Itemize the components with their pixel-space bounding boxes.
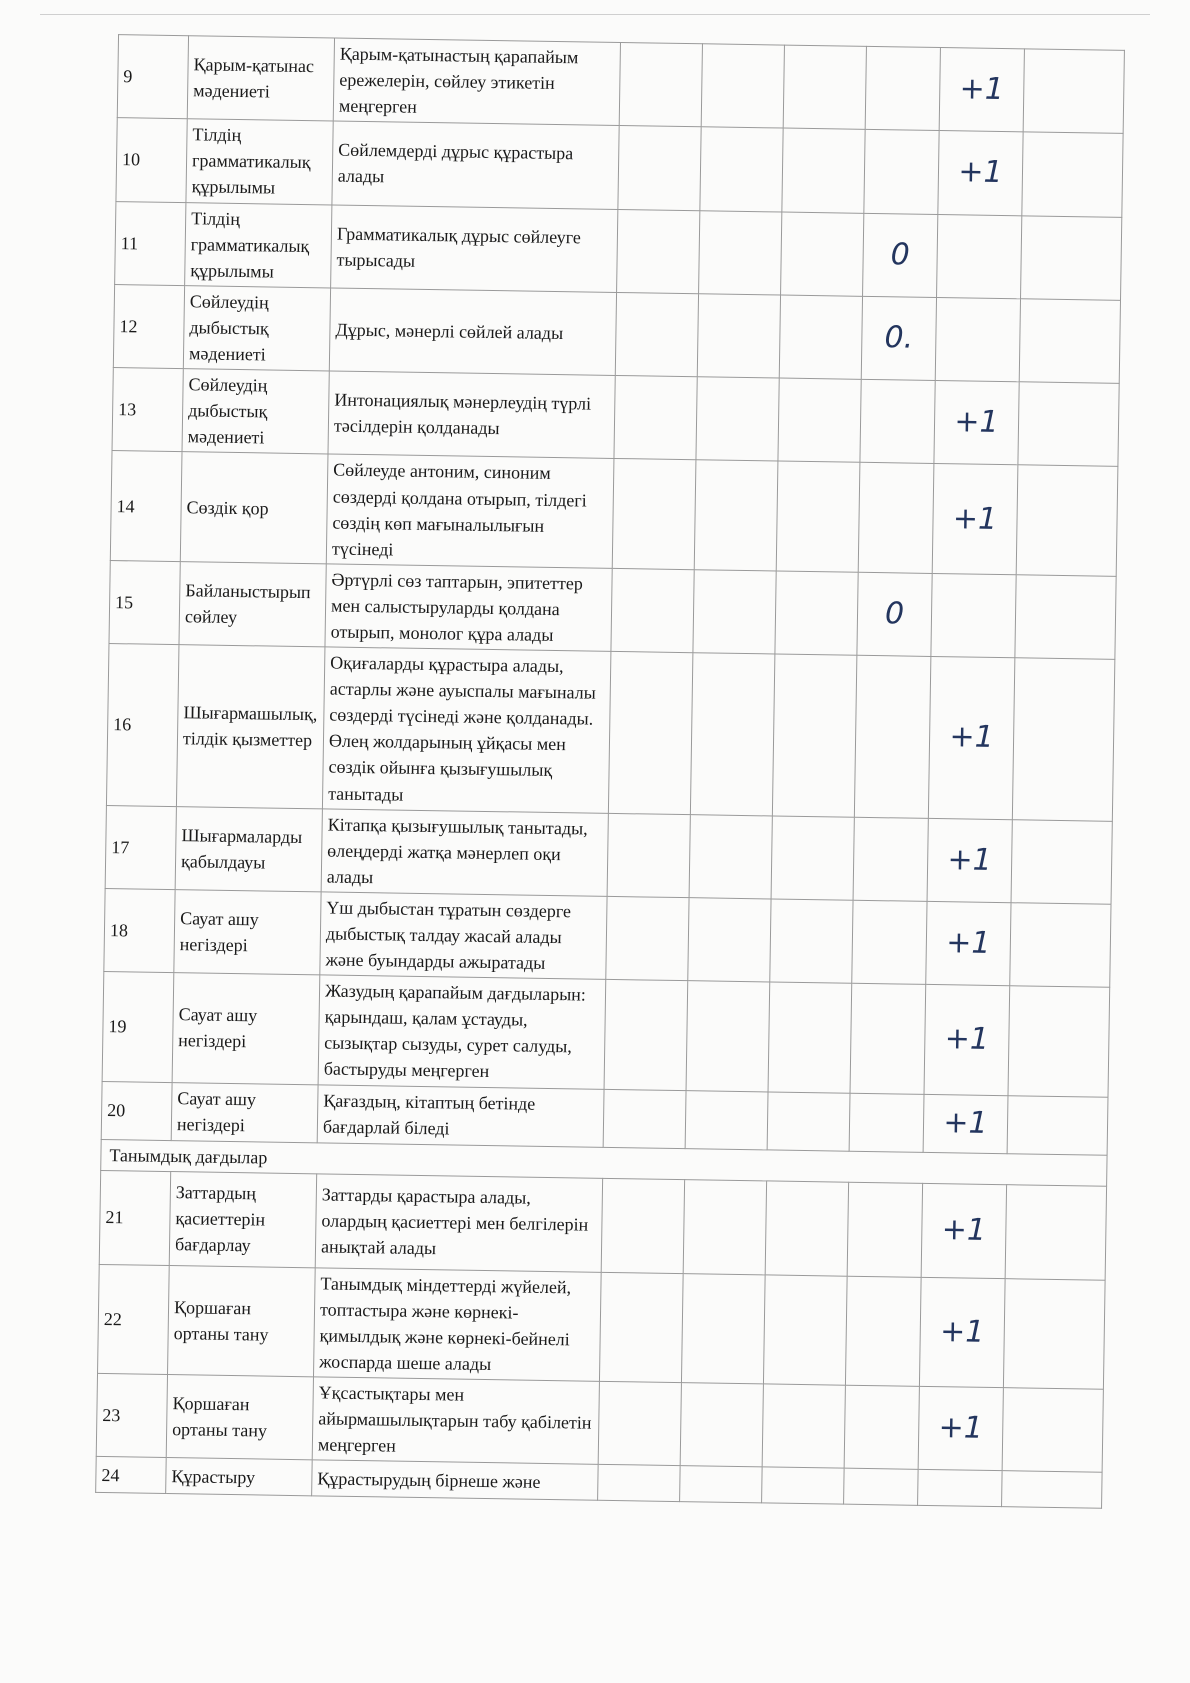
score-cell (1002, 1471, 1103, 1509)
table-row (112, 368, 1119, 467)
skill-area: Сөйлеудің дыбыстық мәдениеті (182, 369, 329, 455)
row-number: 16 (106, 644, 179, 807)
score-cell (598, 1465, 681, 1502)
skill-description: Грамматикалық дұрыс сөйлеуге тырысады (331, 205, 618, 293)
score-cell (778, 378, 861, 463)
skill-description: Сөйлемдерді дұрыс құрастыра алады (332, 121, 619, 209)
score-cell (689, 814, 772, 899)
score-cell (696, 377, 779, 462)
score-cell (849, 1093, 924, 1152)
skill-area: Құрастыру (166, 1458, 313, 1496)
score-cell (612, 459, 696, 570)
score-cell (852, 900, 927, 984)
score-cell (765, 1181, 848, 1276)
score-cell (614, 376, 697, 461)
row-number: 15 (109, 560, 180, 644)
skill-description: Сөйлеуде антоним, синоним сөздерді қолдана отырып, тілдегі сөздің көп мағыналылығын түсінеді (326, 454, 614, 568)
row-number: 17 (105, 805, 176, 889)
score-cell (1003, 1278, 1105, 1389)
score-cell (782, 128, 865, 213)
skill-description: Жазудың қарапайым дағдыларын: қарындаш, қалам ұстауды, сызықтар сызуды, сурет салуды, бастыруды меңгерген (318, 975, 606, 1089)
table-row (98, 1264, 1106, 1389)
row-number: 24 (96, 1457, 167, 1494)
score-cell (918, 1470, 1003, 1507)
row-number: 20 (101, 1081, 172, 1140)
skill-description: Дұрыс, мәнерлі сөйлей алады (329, 288, 616, 376)
score-cell (858, 463, 934, 574)
row-number: 14 (110, 451, 182, 561)
row-number: 11 (115, 201, 186, 285)
table-row (116, 118, 1123, 217)
score-cell (779, 295, 862, 380)
skill-description: Оқиғаларды құрастыра алады, астарлы және ауыспалы мағыналы сөздерді түсінеді және қолданады. Өлең жолдарының ұйқасы мен сөздік ойынға қызығушылық танытады (322, 647, 611, 813)
score-cell (697, 294, 780, 379)
score-cell (617, 209, 700, 294)
table-row (105, 805, 1112, 904)
assessment-table (95, 34, 1125, 1509)
score-cell (775, 571, 858, 656)
section-heading: Танымдық дағдылар (101, 1139, 1107, 1186)
table-row (115, 201, 1122, 300)
score-cell (598, 1381, 681, 1466)
score-cell (845, 1276, 921, 1387)
score-cell (615, 292, 698, 377)
score-cell (1016, 465, 1118, 576)
score-cell (770, 899, 853, 984)
score-cell (844, 1385, 919, 1469)
skill-description: Танымдық міндеттерді жүйелей, топтастыра және көрнекі-қимылдық және көрнекі-бейнелі жоспарда шеше алады (313, 1267, 601, 1381)
handwritten-mark: 0 (863, 213, 938, 297)
skill-area: Сауат ашу негіздері (172, 973, 320, 1085)
handwritten-mark: +1 (939, 48, 1024, 133)
score-cell (767, 1091, 850, 1150)
skill-description: Үш дыбыстан тұратын сөздерге дыбыстық талдау жасай алады және буындарды ажыратады (320, 892, 607, 980)
score-cell (599, 1272, 683, 1383)
skill-description: Интонациялық мәнерлеудің түрлі тәсілдерін қолданады (328, 371, 615, 459)
row-number: 22 (98, 1264, 170, 1374)
table-row (102, 972, 1110, 1097)
score-cell (1008, 986, 1110, 1097)
skill-area: Шығармашылық, тілдік қызметтер (176, 645, 325, 809)
score-cell (693, 569, 776, 654)
handwritten-mark: 0 (857, 572, 932, 656)
score-cell (1015, 575, 1116, 660)
handwritten-mark: +1 (938, 131, 1023, 216)
table-row (109, 560, 1116, 659)
score-cell (700, 127, 783, 212)
score-cell (603, 1089, 686, 1148)
skill-area: Байланыстырып сөйлеу (179, 561, 326, 647)
skill-area: Сауат ашу негіздері (174, 889, 321, 975)
score-cell (935, 297, 1020, 382)
row-number: 10 (116, 118, 187, 202)
score-cell (864, 130, 939, 214)
skill-area: Қарым-қатынас мәдениеті (187, 36, 334, 122)
score-cell (604, 980, 688, 1091)
handwritten-mark: +1 (921, 1183, 1006, 1278)
score-cell (1018, 382, 1119, 467)
score-cell (847, 1182, 922, 1277)
score-cell (781, 212, 864, 297)
skill-description: Заттарды қарастыра алады, олардың қасиеттері мен белгілерін анықтай алады (315, 1174, 602, 1272)
score-cell (619, 42, 702, 127)
row-number: 18 (104, 888, 175, 972)
table-row (110, 451, 1118, 576)
row-number: 21 (99, 1170, 170, 1265)
handwritten-mark: +1 (924, 985, 1010, 1096)
row-number: 19 (102, 972, 174, 1082)
skill-description: Қарым-қатынастың қарапайым ережелерін, сөйлеу этикетін меңгерген (333, 38, 620, 126)
score-cell (686, 981, 770, 1092)
score-cell (1023, 49, 1124, 134)
score-cell (844, 1468, 919, 1505)
score-cell (690, 653, 775, 816)
score-cell (685, 1090, 768, 1149)
score-cell (688, 898, 771, 983)
score-cell (771, 816, 854, 901)
skill-area: Қоршаған ортаны тану (166, 1375, 313, 1461)
skill-area: Заттардың қасиеттерін бағдарлау (169, 1171, 316, 1267)
table-row (99, 1170, 1106, 1280)
score-cell (680, 1383, 763, 1468)
score-cell (937, 214, 1022, 299)
score-cell (850, 983, 926, 1094)
skill-description: Әртүрлі сөз таптарын, эпитеттер мен салыстыруларды қолдана отырып, монолог құра алады (325, 564, 612, 652)
table-row (117, 35, 1124, 134)
scan-edge-line (40, 14, 1150, 15)
skill-area: Сөздік қор (180, 452, 328, 564)
score-cell (763, 1275, 847, 1386)
score-cell (681, 1273, 765, 1384)
score-cell (1010, 903, 1111, 988)
score-cell (783, 45, 866, 130)
score-cell (931, 573, 1016, 658)
handwritten-mark: 0. (861, 296, 936, 380)
handwritten-mark: +1 (928, 656, 1015, 819)
skill-description: Құрастырудың бірнеше және (312, 1460, 599, 1500)
score-cell (772, 654, 857, 817)
skill-area: Тілдің грамматикалық құрылымы (185, 202, 332, 288)
score-cell (854, 655, 931, 818)
skill-area: Сөйлеудің дыбыстық мәдениеті (183, 286, 330, 372)
score-cell (776, 461, 860, 572)
table-body (96, 35, 1125, 1509)
table-row (106, 644, 1114, 821)
row-number: 13 (112, 368, 183, 452)
score-cell (762, 1467, 845, 1504)
score-cell (865, 46, 940, 130)
score-cell (611, 568, 694, 653)
skill-description: Ұқсастықтары мен айырмашылықтарын табу қабілетін меңгерген (312, 1377, 599, 1465)
score-cell (768, 982, 852, 1093)
score-cell (1011, 819, 1112, 904)
score-cell (1021, 215, 1122, 300)
score-cell (607, 813, 690, 898)
score-cell (1022, 132, 1123, 217)
table-row (96, 1373, 1103, 1472)
handwritten-mark: +1 (932, 464, 1018, 575)
score-cell (680, 1466, 763, 1503)
table-row (104, 888, 1111, 987)
handwritten-mark: +1 (927, 818, 1012, 903)
score-cell (1005, 1184, 1106, 1280)
score-cell (762, 1384, 845, 1469)
row-number: 23 (96, 1373, 167, 1457)
skill-area: Сауат ашу негіздері (171, 1082, 318, 1142)
score-cell (606, 896, 689, 981)
handwritten-mark: +1 (919, 1277, 1005, 1388)
score-cell (1007, 1095, 1108, 1155)
score-cell (860, 379, 935, 463)
score-cell (694, 460, 778, 571)
score-cell (699, 210, 782, 295)
handwritten-mark: +1 (934, 381, 1019, 466)
score-cell (1019, 299, 1120, 384)
score-cell (608, 651, 693, 814)
score-cell (1002, 1388, 1103, 1473)
skill-description: Кітапқа қызығушылық танытады, өлеңдерді жатқа мәнерлеп оқи алады (321, 809, 608, 897)
score-cell (853, 817, 928, 901)
score-cell (1012, 658, 1115, 821)
skill-area: Қоршаған ортаны тану (168, 1265, 316, 1377)
skill-area: Тілдің грамматикалық құрылымы (186, 119, 333, 205)
handwritten-mark: +1 (923, 1094, 1008, 1153)
row-number: 12 (113, 284, 184, 368)
skill-area: Шығармаларды қабылдауы (175, 806, 322, 892)
score-cell (601, 1178, 684, 1273)
handwritten-mark: +1 (918, 1386, 1003, 1471)
skill-description: Қағаздың, кітаптың бетінде бағдарлай біледі (317, 1084, 604, 1146)
table-row (113, 284, 1120, 383)
score-cell (701, 44, 784, 129)
score-cell (683, 1179, 766, 1274)
handwritten-mark: +1 (926, 901, 1011, 986)
score-cell (618, 126, 701, 211)
row-number: 9 (117, 35, 188, 119)
